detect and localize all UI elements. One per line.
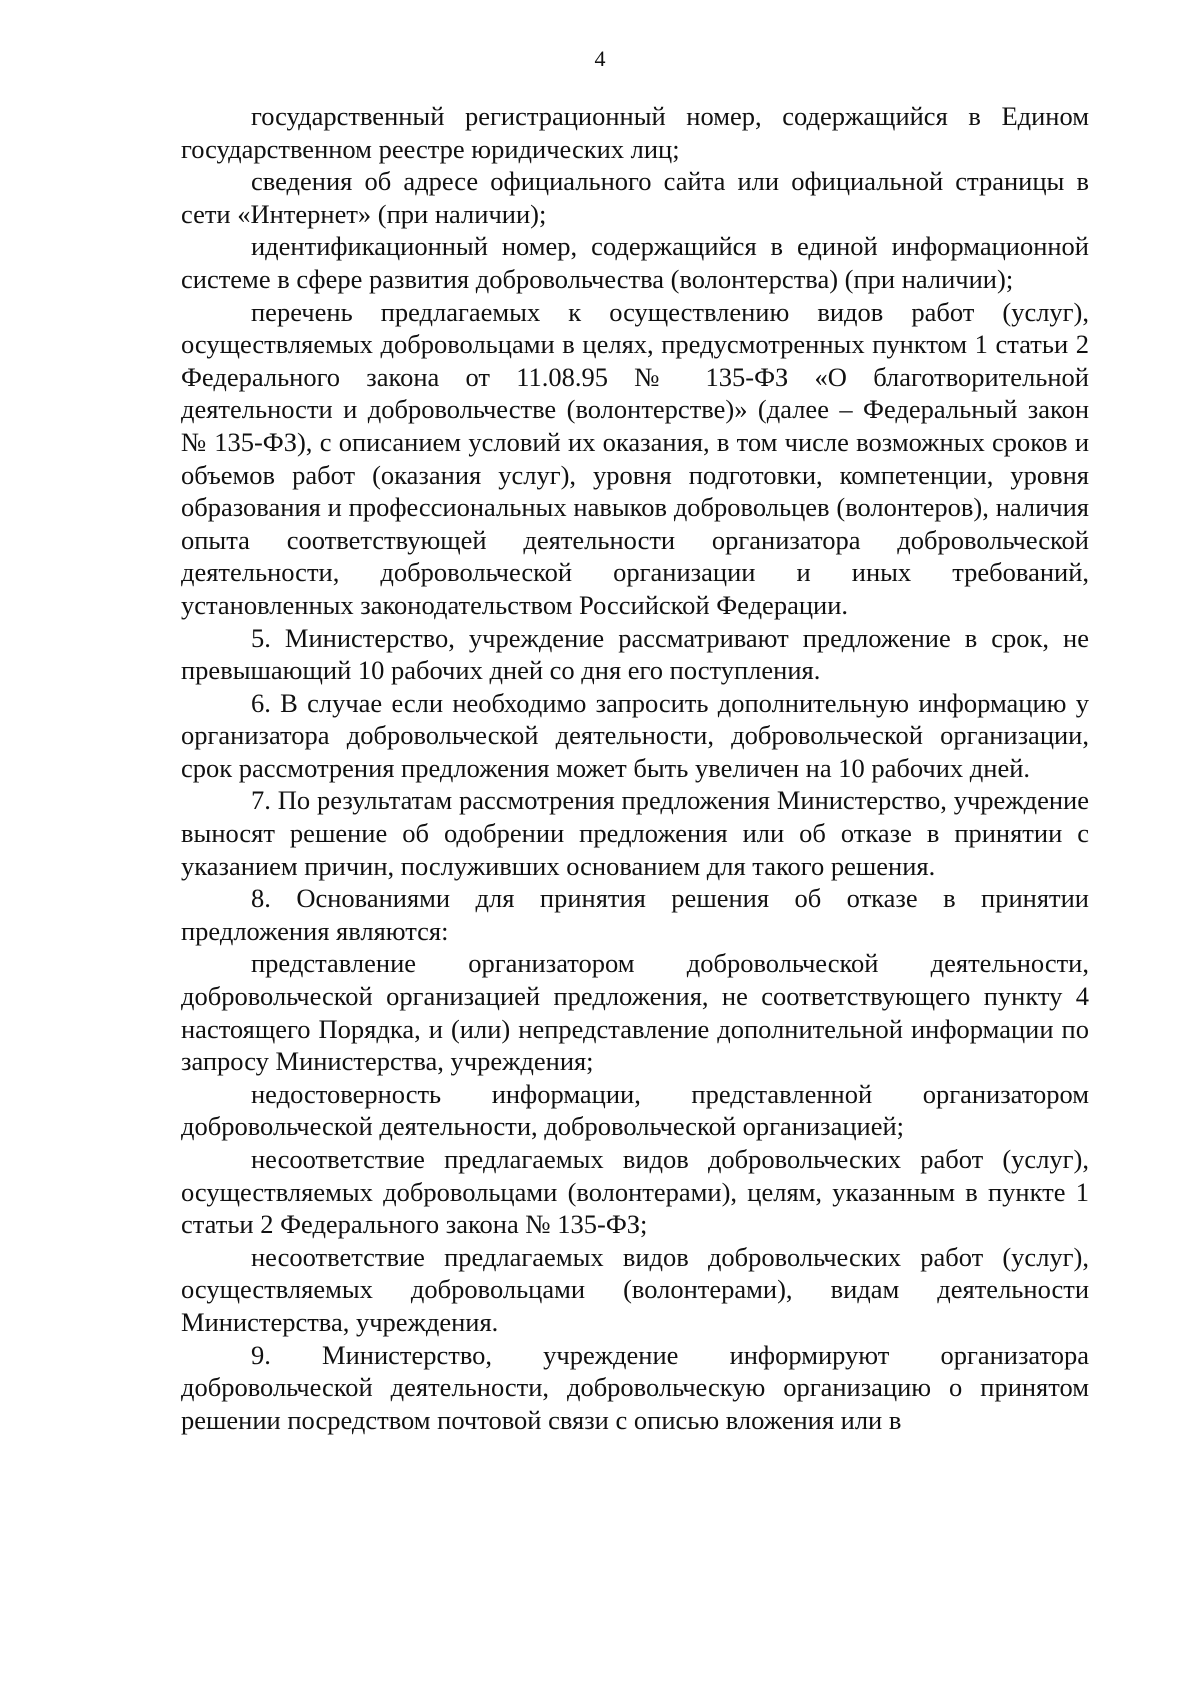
paragraph-refusal-reason-2: недостоверность информации, представленной организатором добровольческой деятельности, добровольческой организацией; bbox=[181, 1078, 1089, 1142]
paragraph-refusal-reason-3: несоответствие предлагаемых видов добровольческих работ (услуг), осуществляемых добровольцами (волонтерами), целям, указанным в пункте 1 статьи 2 Федерального закона № 135-ФЗ; bbox=[181, 1144, 1089, 1240]
page-number: 4 bbox=[594, 46, 606, 71]
paragraph-item-9: 9. Министерство, учреждение информируют организатора добровольческой деятельности, добровольческую организацию о принятом решении посредством почтовой связи с описью вложения или в bbox=[181, 1339, 1089, 1435]
paragraph-item-7: 7. По результатам рассмотрения предложения Министерство, учреждение выносят решение об одобрении предложения или об отказе в принятии с указанием причин, послуживших основанием для такого решения. bbox=[181, 785, 1089, 881]
paragraph-id-number: идентификационный номер, содержащийся в единой информационной системе в сфере развития добровольчества (волонтерства) (при наличии); bbox=[181, 231, 1089, 294]
paragraph-website: сведения об адресе официального сайта или официальной страницы в сети «Интернет» (при наличии); bbox=[181, 166, 1089, 229]
document-body bbox=[181, 100, 1089, 1436]
paragraph-item-6: 6. В случае если необходимо запросить дополнительную информацию у организатора добровольческой деятельности, добровольческой организации, срок рассмотрения предложения может быть увеличен на 10 рабочих дней. bbox=[181, 687, 1089, 783]
paragraph-refusal-reason-4: несоответствие предлагаемых видов добровольческих работ (услуг), осуществляемых добровольцами (волонтерами), видам деятельности Министерства, учреждения. bbox=[181, 1241, 1089, 1337]
paragraph-ogrn: государственный регистрационный номер, содержащийся в Едином государственном реестре юридических лиц; bbox=[181, 101, 1089, 164]
paragraph-item-5: 5. Министерство, учреждение рассматривают предложение в срок, не превышающий 10 рабочих дней со дня его поступления. bbox=[181, 622, 1089, 686]
paragraph-item-8: 8. Основаниями для принятия решения об отказе в принятии предложения являются: bbox=[181, 883, 1089, 946]
paragraph-refusal-reason-1: представление организатором добровольческой деятельности, добровольческой организацией предложения, не соответствующего пункту 4 настоящего Порядка, и (или) непредставление дополнительной информации по запросу Министерства, учреждения; bbox=[181, 948, 1089, 1077]
paragraph-work-list: перечень предлагаемых к осуществлению видов работ (услуг), осуществляемых добровольцами в целях, предусмотренных пунктом 1 статьи 2 Федерального закона от 11.08.95 № 135-ФЗ «О благотворительной деятельности и добровольчестве (волонтерстве)» (далее – Федеральный закон № 135-ФЗ), с описанием условий их оказания, в том числе возможных сроков и объемов работ (оказания услуг), уровня подготовки, компетенции, уровня образования и профессиональных навыков добровольцев (волонтеров), наличия опыта соответствующей деятельности организатора добровольческой деятельности, добровольческой организации и иных требований, установленных законодательством Российской Федерации. bbox=[181, 296, 1089, 620]
